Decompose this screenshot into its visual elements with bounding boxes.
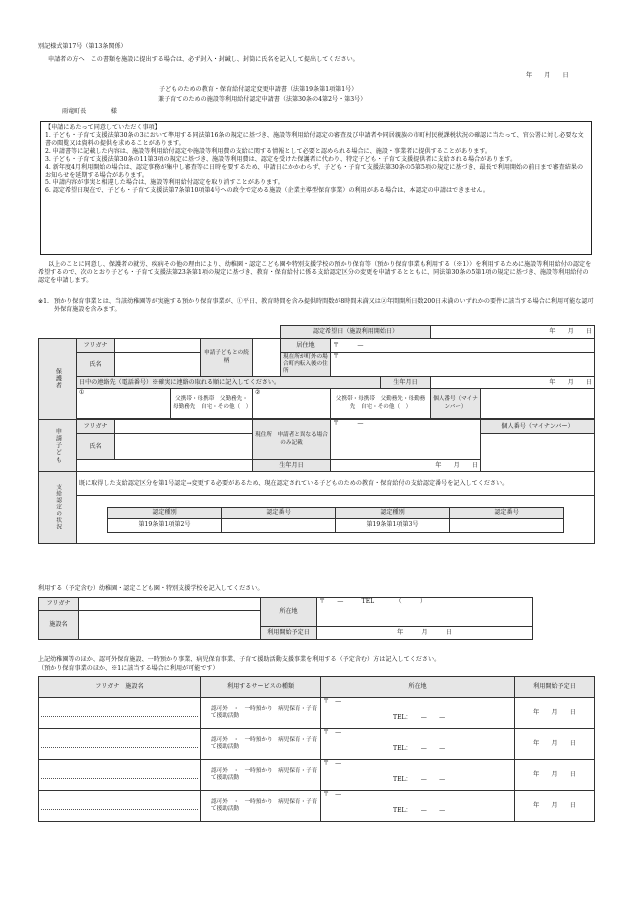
desired-date-field[interactable]: 年 月 日	[431, 326, 595, 339]
child-birth-input[interactable]: 年 月 日	[331, 460, 481, 472]
consent-item: 6. 認定希望日現在で、子ども・子育て支援法第7条第10項第4号への政令で定める施設（企業主導型保育事業）の利用がある場合は、本認定の申請はできません。	[45, 187, 489, 195]
consent-item: 5. 申請内容が事実と相違した場合は、施設等利用給付認定を取り消すことがあります。	[45, 179, 284, 187]
other-subheading: （預かり保育事業のほか、※1に該当する場合に利用が可能です）	[38, 665, 219, 672]
cert-type-2: 第19条第1項第3号	[336, 518, 450, 532]
status-label: 支給認定の状況	[39, 472, 77, 544]
other-facility-input[interactable]	[39, 791, 201, 822]
service-options[interactable]: 認可外 ・ 一時預かり 病児保育・子育て援助活動	[201, 760, 321, 791]
cert-area	[77, 496, 595, 544]
other-row	[39, 698, 595, 729]
service-options[interactable]: 認可外 ・ 一時預かり 病児保育・子育て援助活動	[201, 791, 321, 822]
child-name-label: 氏名	[77, 434, 115, 460]
child-label: 申請子ども	[39, 420, 77, 472]
consent-item: 3. 子ども・子育て支援法第30条の11第3項の規定に基づき、施設等利用費は、認定を受けた保護者に代わり、特定子ども・子育て支援提供者に支給される場合があります。	[45, 155, 517, 163]
guardian-furigana-input[interactable]	[115, 339, 201, 353]
consent-item: 2. 申請書等に記載した内容は、施設等利用給付認定や施設等利用費の支給に関する情報として必要と認められる場合に、施設・事業者に提供することがあります。	[45, 147, 492, 155]
desired-date-label: 認定希望日（施設利用開始日）	[281, 326, 431, 339]
current-address-input[interactable]: 〒	[331, 353, 595, 377]
relation-label: 申請子どもとの続柄	[201, 339, 253, 377]
facility-start-label: 利用開始予定日	[261, 627, 317, 640]
other-row	[39, 760, 595, 791]
contact-2-input[interactable]: ②	[253, 389, 331, 419]
consent-item: 1. 子ども・子育て支援法第30条の3において準用する同法第16条の規定に基づき、施設等利用給付認定の審査及び申請者や同居親族の市町村民税課税状況の確認に当たって、官公署に対し必要な文書の閲覧又は資料の提供を求めることがあります。	[45, 131, 584, 147]
body-text: 以上のことに同意し、保護者の就労、疾病その他の理由により、幼稚園・認定こども園や特別支援学校の預かり保育等（預かり保育事業も利用する（※1））を利用するために施設等利用給付の認定を希望するので、次のとおり子ども・子育て支援法第23条第1項の規定に基づき、教育・保育給付に係る支給認定区分の変更を申請するとともに、同法第30条の5第1項の規定に基づき、施設等利用給付の認定を申請します。	[38, 261, 592, 284]
facility-name-label: 施設名	[39, 611, 79, 640]
other-col-service: 利用するサービスの種類	[201, 677, 321, 698]
contact-2-types: 父携帯・母携帯 父勤務先・母勤務先 自宅・その他（ ）	[331, 389, 431, 419]
other-start-input[interactable]: 年 月 日	[515, 760, 595, 791]
form-title-2: 兼子育てのための施設等利用給付認定申請書（法第30条の4第2号・第3号）	[158, 96, 367, 103]
child-name-extra	[77, 460, 253, 472]
form-title-1: 子どものための教育・保育給付認定変更申請書（法第19条第1項第1号）	[159, 86, 358, 93]
contact-1-types: 父携帯・母携帯 父勤務先・母勤務先 自宅・その他（ ）	[171, 389, 253, 419]
child-furigana-label: フリガナ	[77, 420, 115, 434]
other-start-input[interactable]: 年 月 日	[515, 791, 595, 822]
guardian-mynumber-label: 個人番号（マイナンバー）	[431, 389, 481, 419]
other-facility-input[interactable]	[39, 729, 201, 760]
child-birth-label: 生年月日	[253, 460, 331, 472]
other-start-input[interactable]: 年 月 日	[515, 729, 595, 760]
other-row	[39, 729, 595, 760]
other-col-location: 所在地	[321, 677, 515, 698]
other-services-table	[38, 676, 595, 822]
guardian-name-label: 氏名	[77, 353, 115, 377]
facility-location-label: 所在地	[261, 598, 317, 627]
child-address-input[interactable]: 〒 —	[331, 420, 481, 460]
addressee: 雨竜町長 様	[62, 108, 117, 115]
other-start-input[interactable]: 年 月 日	[515, 698, 595, 729]
facility-furigana-label: フリガナ	[39, 598, 79, 611]
guardian-furigana-label: フリガナ	[77, 339, 115, 353]
cert-type-label: 認定種別	[108, 507, 222, 518]
other-col-start: 利用開始予定日	[515, 677, 595, 698]
facility-name-input[interactable]	[79, 611, 261, 640]
service-options[interactable]: 認可外 ・ 一時預かり 病児保育・子育て援助活動	[201, 698, 321, 729]
facility-start-input[interactable]: 年 月 日	[317, 627, 533, 640]
service-options[interactable]: 認可外 ・ 一時預かり 病児保育・子育て援助活動	[201, 729, 321, 760]
contact-label: 日中の連絡先（電話番号）※確実に連絡の取れる順に記入してください。	[77, 377, 381, 389]
other-location-input[interactable]: 〒 — TEL： — —	[321, 698, 515, 729]
cert-type-label: 認定種別	[336, 507, 450, 518]
cert-no-2-input[interactable]	[450, 518, 564, 532]
cert-type-1: 第19条第1項第2号	[108, 518, 222, 532]
consent-item: 4. 新年度4月利用開始の場合は、認定事務が集中し審査等に日時を要するため、申請日にかかわらず、子ども・子育て支援法第30条の5第5項の規定に基づき、最長で利用開始の前日まで審査結果のお知らせを延期する場合があります。	[45, 163, 584, 179]
address-label: 居住地	[281, 339, 331, 353]
form-number: 別記様式第17号（第13条関係）	[38, 43, 127, 50]
facility-furigana-input[interactable]	[79, 598, 261, 611]
current-address-label: 現在所が町外の場合町内転入後の住所	[281, 353, 331, 377]
note-label: ※1.	[38, 298, 49, 305]
child-mynumber-label: 個人番号（マイナンバー）	[481, 420, 595, 434]
other-row	[39, 791, 595, 822]
other-location-input[interactable]: 〒 — TEL： — —	[321, 729, 515, 760]
note-text: 預かり保育事業とは、当該幼稚園等が実施する預かり保育事業が、①平日、教育時間を含み提供時間数が8時間未満又は②年間開所日数200日未満のいずれかの要件に該当する場合に利用可能な認可外保育施設を含みます。	[54, 298, 594, 313]
date-line: 年 月 日	[526, 72, 569, 79]
other-location-input[interactable]: 〒 — TEL： — —	[321, 760, 515, 791]
address-input[interactable]: 〒 —	[331, 339, 595, 353]
other-col-facility: フリガナ 施設名	[39, 677, 201, 698]
cert-no-1-input[interactable]	[222, 518, 336, 532]
guardian-label: 保護者	[39, 339, 77, 420]
facility-location-input[interactable]: 〒 — TEL （ ）	[317, 598, 533, 627]
other-facility-input[interactable]	[39, 698, 201, 729]
other-heading: 上記幼稚園等のほか、認可外保育施設、一時預かり事業、病児保育事業、子育て援助活動支援事業を利用する（予定含む）方は記入してください。	[38, 656, 441, 663]
other-location-input[interactable]: 〒 — TEL： — —	[321, 791, 515, 822]
facility-heading: 利用する（予定含む）幼稚園・認定こども園・特別支援学校を記入してください。	[38, 585, 264, 592]
cert-table	[107, 507, 564, 533]
other-facility-input[interactable]	[39, 760, 201, 791]
cert-no-label: 認定番号	[222, 507, 336, 518]
birth-label: 生年月日	[381, 377, 431, 389]
guardian-name-input[interactable]	[115, 353, 201, 377]
child-furigana-input[interactable]	[115, 420, 253, 434]
guardian-birth-input[interactable]: 年 月 日	[431, 377, 595, 389]
child-mynumber-input[interactable]	[481, 434, 595, 472]
application-table	[38, 325, 595, 544]
instruction-text: 申請者の方へ この書類を施設に提出する場合は、必ず封入・封緘し、封筒に氏名を記入して提出してください。	[48, 56, 359, 63]
child-name-input[interactable]	[115, 434, 253, 460]
note	[38, 298, 594, 314]
consent-heading: 【申請にあたって同意していただく事項】	[45, 124, 161, 131]
facility-table	[38, 597, 533, 640]
consent-box	[40, 121, 592, 255]
child-address-label: 現住所 申請者と異なる場合のみ記載	[253, 420, 331, 460]
contact-1-input[interactable]: ①	[77, 389, 171, 419]
relation-input[interactable]	[253, 339, 281, 377]
cert-no-label: 認定番号	[450, 507, 564, 518]
status-text: 既に取得した支給認定区分を第1号認定→変更する必要があるため、現在認定されている子どものための教育・保育給付の支給認定番号を記入してください。	[77, 472, 595, 496]
guardian-mynumber-input[interactable]	[481, 389, 595, 419]
